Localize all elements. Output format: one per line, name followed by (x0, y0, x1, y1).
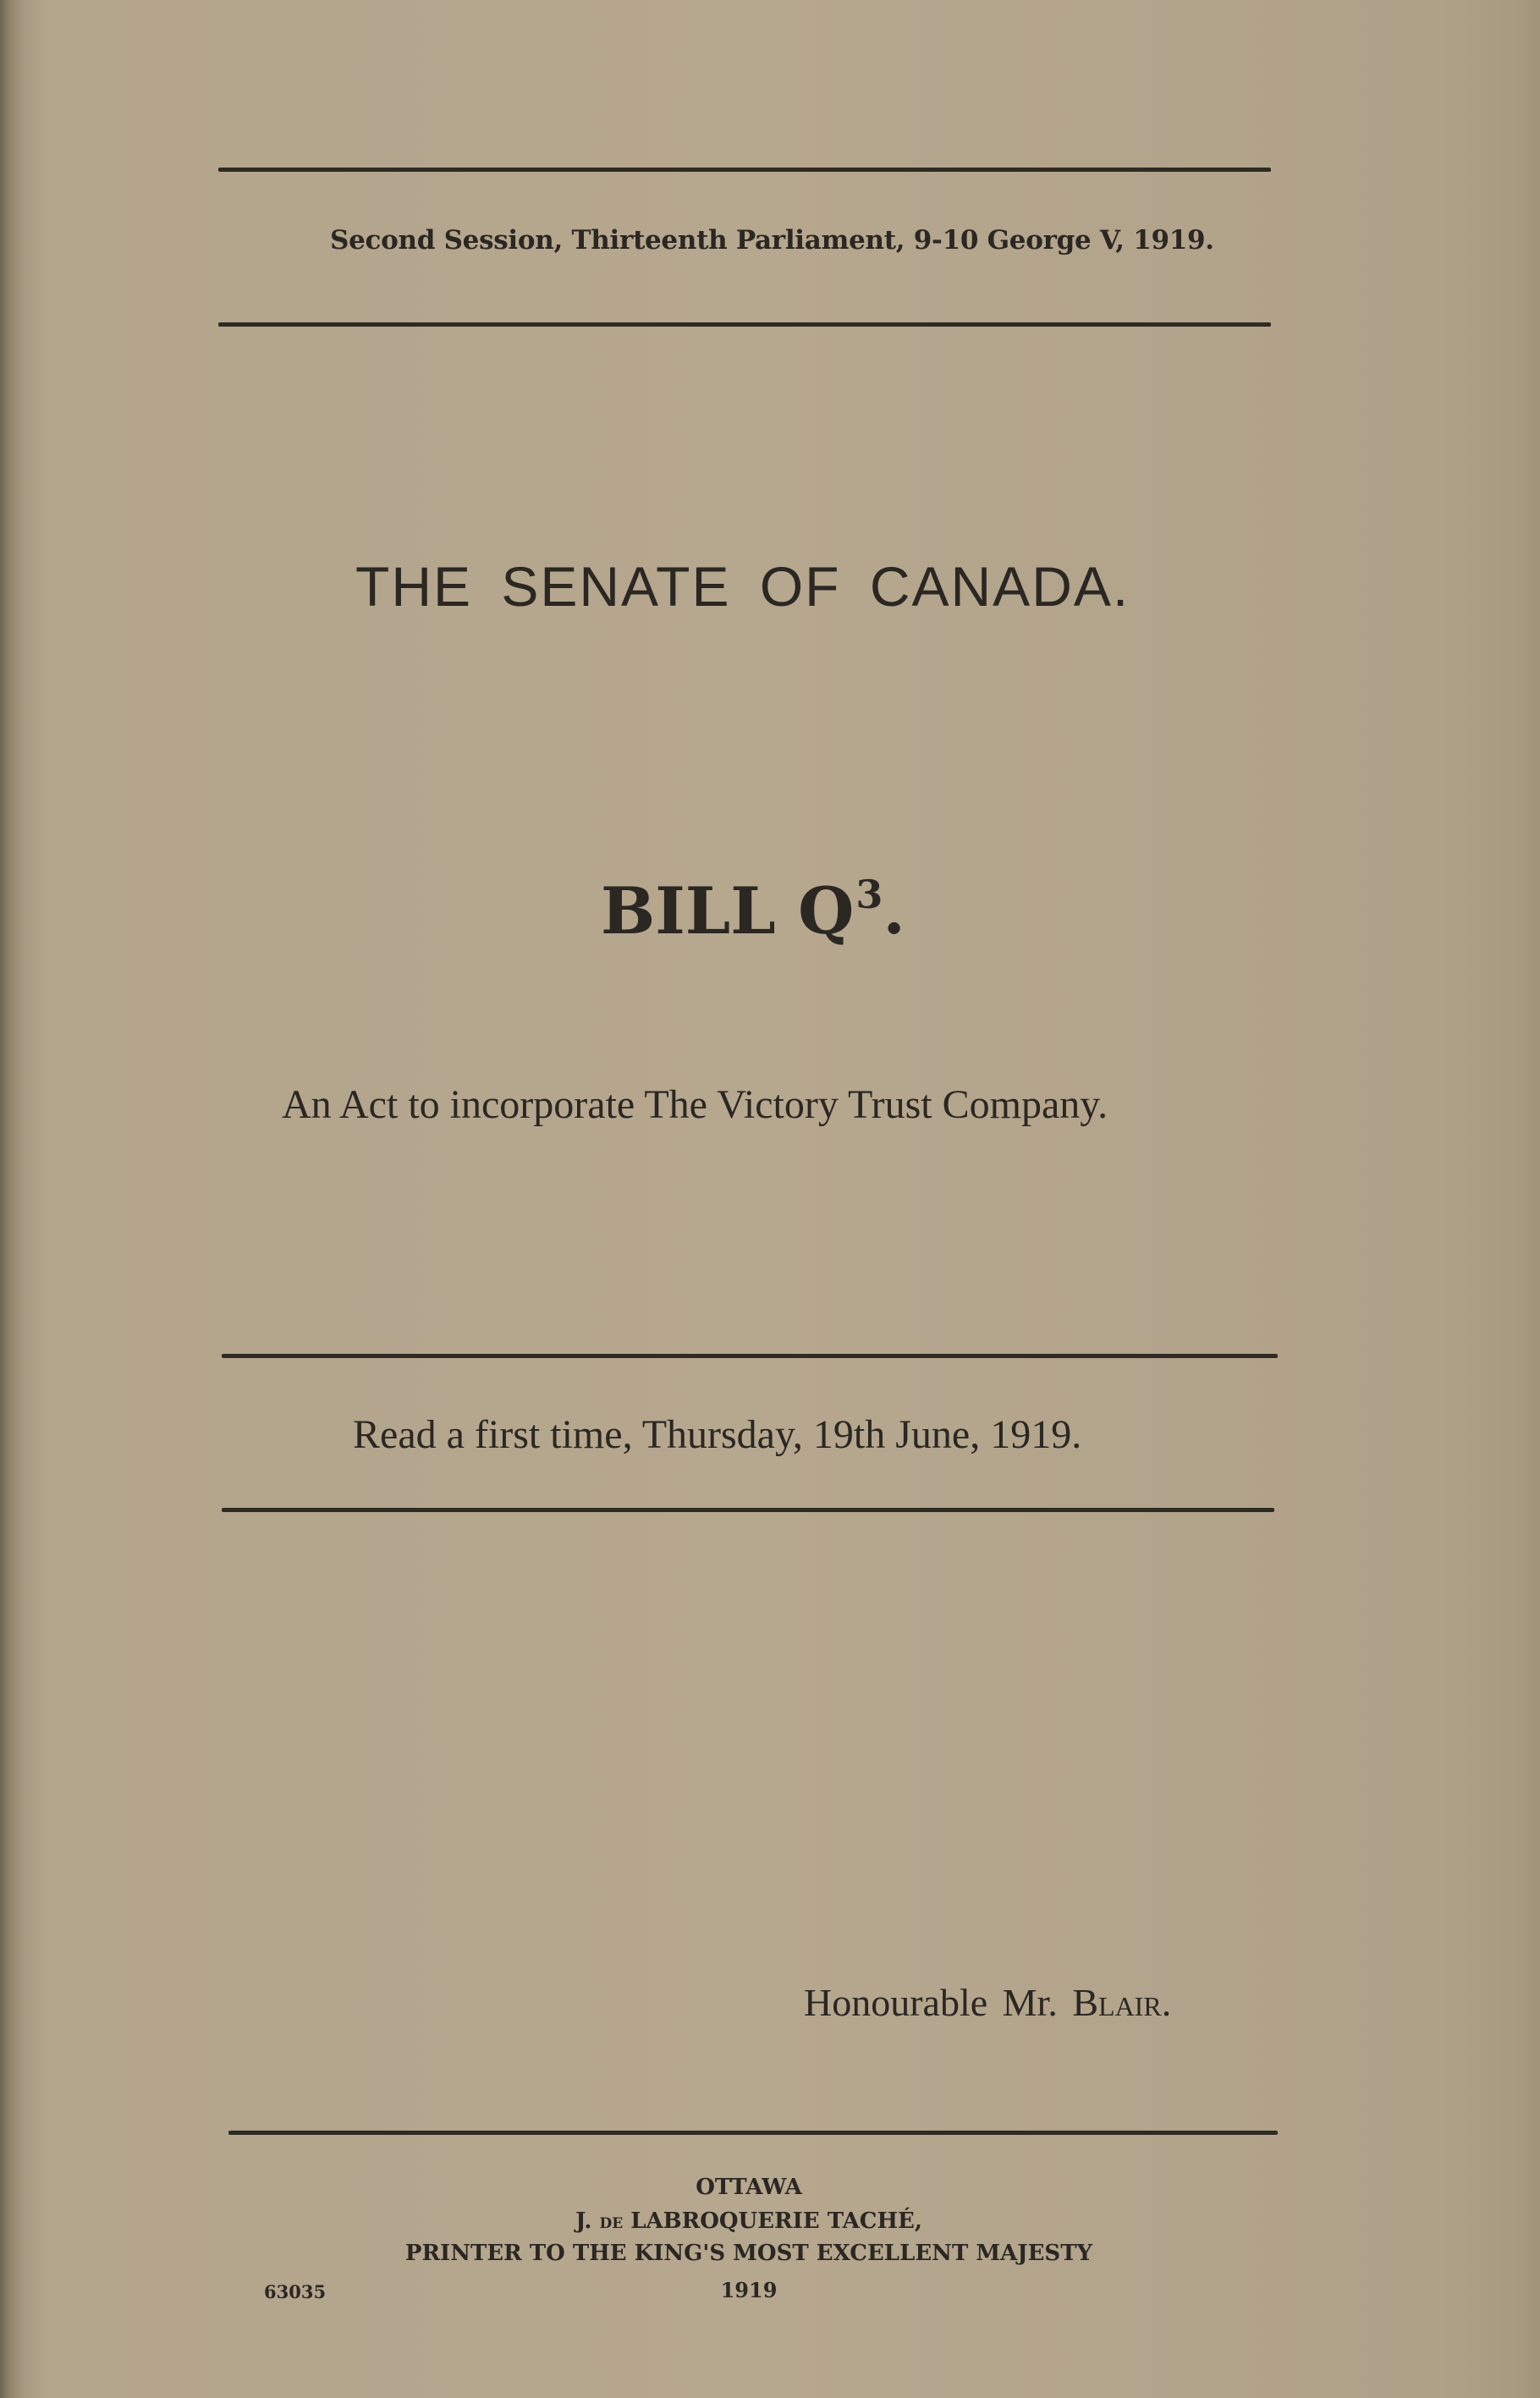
bill-period: . (883, 873, 905, 949)
imprint-year: 1919 (720, 2278, 778, 2302)
sponsor-name: Blair (1072, 1981, 1162, 2024)
session-line: Second Session, Thirteenth Parliament, 9-10 George V, 1919. (330, 225, 1214, 256)
imprint-rule (228, 2131, 1278, 2135)
reading-bottom-rule (222, 1508, 1274, 1512)
reading-top-rule (222, 1354, 1278, 1358)
first-reading-line: Read a first time, Thursday, 19th June, 1919. (353, 1412, 1082, 1457)
bill-label: BILL Q (601, 873, 855, 949)
print-code: 63035 (264, 2281, 327, 2302)
session-bottom-rule (218, 322, 1271, 327)
printer-name: LABROQUERIE TACHÉ, (623, 2208, 922, 2234)
imprint-printer-role: PRINTER TO THE KING'S MOST EXCELLENT MAJESTY (404, 2241, 1093, 2266)
imprint-printer (0, 2208, 1498, 2234)
bill-number (601, 872, 905, 949)
top-rule (218, 168, 1271, 172)
sponsor-suffix: . (1161, 1981, 1172, 2024)
bill-superscript: 3 (855, 872, 883, 917)
sponsor-line (804, 1980, 1171, 2025)
senate-heading: THE SENATE OF CANADA. (355, 555, 1130, 618)
printer-initial: J. (575, 2208, 600, 2234)
imprint-city: OTTAWA (696, 2175, 802, 2200)
act-title: An Act to incorporate The Victory Trust Company. (282, 1082, 1108, 1127)
sponsor-prefix: Honourable Mr. (804, 1981, 1073, 2024)
printer-particle: DE (599, 2215, 624, 2232)
